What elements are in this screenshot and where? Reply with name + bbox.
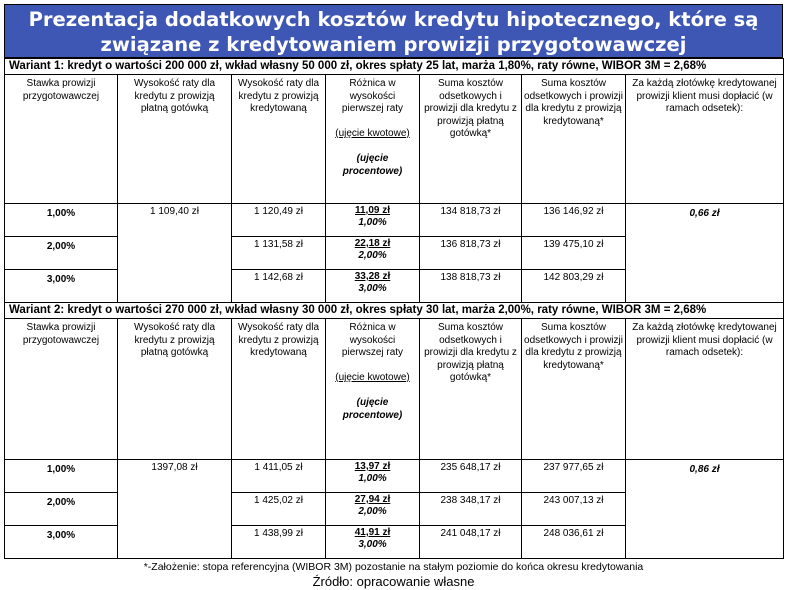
header-sum-credited: Suma kosztów odsetkowych i prowizji dla kredytu z prowizją kredytowaną* xyxy=(522,319,626,460)
difference-cell xyxy=(326,526,420,559)
header-rate: Stawka prowizji przygotowawczej xyxy=(5,75,118,204)
sum-cash-cell: 134 818,73 zł xyxy=(420,204,522,237)
difference-cell xyxy=(326,204,420,237)
extra-cell: 0,86 zł xyxy=(626,460,784,559)
sum-cash-cell: 241 048,17 zł xyxy=(420,526,522,559)
credited-cell: 1 131,58 zł xyxy=(232,237,326,270)
sum-credited-cell: 237 977,65 zł xyxy=(522,460,626,493)
difference-cell xyxy=(326,270,420,303)
credited-cell: 1 142,68 zł xyxy=(232,270,326,303)
header-row xyxy=(5,75,784,204)
rate-cell: 2,00% xyxy=(5,493,118,526)
diff-percent: 1,00% xyxy=(358,217,387,228)
rate-cell: 1,00% xyxy=(5,460,118,493)
document xyxy=(4,4,783,590)
header-extra: Za każdą złotówkę kredytowanej prowizji klient musi dopłacić (w ramach odsetek): xyxy=(626,319,784,460)
sum-cash-cell: 136 818,73 zł xyxy=(420,237,522,270)
header-credited-installment: Wysokość raty dla kredytu z prowizją kredytowaną xyxy=(232,319,326,460)
header-extra: Za każdą złotówkę kredytowanej prowizji klient musi dopłacić (w ramach odsetek): xyxy=(626,75,784,204)
extra-cell: 0,66 zł xyxy=(626,204,784,303)
sum-credited-cell: 139 475,10 zł xyxy=(522,237,626,270)
header-sum-cash: Suma kosztów odsetkowych i prowizji dla kredytu z prowizją płatną gotówką* xyxy=(420,319,522,460)
sum-credited-cell: 136 146,92 zł xyxy=(522,204,626,237)
sum-cash-cell: 138 818,73 zł xyxy=(420,270,522,303)
diff-amount: 13,97 zł xyxy=(354,461,391,472)
diff-percent: 3,00% xyxy=(358,539,387,550)
diff-amount: 33,28 zł xyxy=(354,271,391,282)
header-difference-amount: (ujęcie kwotowe) xyxy=(335,128,410,139)
diff-amount: 22,18 zł xyxy=(354,238,391,249)
sum-credited-cell: 248 036,61 zł xyxy=(522,526,626,559)
header-difference-percent: (ujęcie procentowe) xyxy=(342,153,403,177)
credited-cell: 1 120,49 zł xyxy=(232,204,326,237)
header-difference-main: Różnica w wysokości pierwszej raty xyxy=(341,78,404,114)
rate-cell: 2,00% xyxy=(5,237,118,270)
footnote: *-Założenie: stopa referencyjna (WIBOR 3M) pozostanie na stałym poziomie do końca okresu kredytowania xyxy=(143,561,644,573)
diff-percent: 3,00% xyxy=(358,283,387,294)
diff-amount: 11,09 zł xyxy=(354,205,391,216)
diff-amount: 27,94 zł xyxy=(354,494,391,505)
header-difference xyxy=(326,319,420,460)
cash-installment-cell: 1397,08 zł xyxy=(118,460,232,559)
diff-percent: 2,00% xyxy=(358,506,387,517)
sum-credited-cell: 142 803,29 zł xyxy=(522,270,626,303)
header-row xyxy=(5,319,784,460)
cash-installment-cell: 1 109,40 zł xyxy=(118,204,232,303)
header-difference-percent: (ujęcie procentowe) xyxy=(342,397,403,421)
difference-cell xyxy=(326,493,420,526)
diff-percent: 2,00% xyxy=(358,250,387,261)
page-title: Prezentacja dodatkowych kosztów kredytu hipotecznego, które są związane z kredytowaniem prowizji przygotowawczej xyxy=(4,4,783,58)
sum-cash-cell: 235 648,17 zł xyxy=(420,460,522,493)
credited-cell: 1 425,02 zł xyxy=(232,493,326,526)
credited-cell: 1 411,05 zł xyxy=(232,460,326,493)
header-credited-installment: Wysokość raty dla kredytu z prowizją kredytowaną xyxy=(232,75,326,204)
diff-amount: 41,91 zł xyxy=(354,527,391,538)
variant-label: Wariant 2: kredyt o wartości 270 000 zł, wkład własny 30 000 zł, okres spłaty 30 lat, marża 2,00%, raty równe, WIBOR 3M = 2,68% xyxy=(5,303,784,319)
difference-cell xyxy=(326,460,420,493)
rate-cell: 3,00% xyxy=(5,526,118,559)
comparison-table xyxy=(4,58,784,559)
header-sum-cash: Suma kosztów odsetkowych i prowizji dla kredytu z prowizją płatną gotówką* xyxy=(420,75,522,204)
header-difference-main: Różnica w wysokości pierwszej raty xyxy=(341,322,404,358)
variant-row xyxy=(5,303,784,319)
variant-row xyxy=(5,59,784,75)
header-sum-credited: Suma kosztów odsetkowych i prowizji dla kredytu z prowizją kredytowaną* xyxy=(522,75,626,204)
header-difference xyxy=(326,75,420,204)
table-row xyxy=(5,460,784,493)
header-rate: Stawka prowizji przygotowawczej xyxy=(5,319,118,460)
credited-cell: 1 438,99 zł xyxy=(232,526,326,559)
difference-cell xyxy=(326,237,420,270)
source-note: Źródło: opracowanie własne xyxy=(312,574,475,589)
variant-label: Wariant 1: kredyt o wartości 200 000 zł, wkład własny 50 000 zł, okres spłaty 25 lat, marża 1,80%, raty równe, WIBOR 3M = 2,68% xyxy=(5,59,784,75)
table-row xyxy=(5,204,784,237)
sum-credited-cell: 243 007,13 zł xyxy=(522,493,626,526)
header-cash-installment: Wysokość raty dla kredytu z prowizją płatną gotówką xyxy=(118,319,232,460)
rate-cell: 1,00% xyxy=(5,204,118,237)
header-cash-installment: Wysokość raty dla kredytu z prowizją płatną gotówką xyxy=(118,75,232,204)
diff-percent: 1,00% xyxy=(358,473,387,484)
sum-cash-cell: 238 348,17 zł xyxy=(420,493,522,526)
rate-cell: 3,00% xyxy=(5,270,118,303)
header-difference-amount: (ujęcie kwotowe) xyxy=(335,372,410,383)
